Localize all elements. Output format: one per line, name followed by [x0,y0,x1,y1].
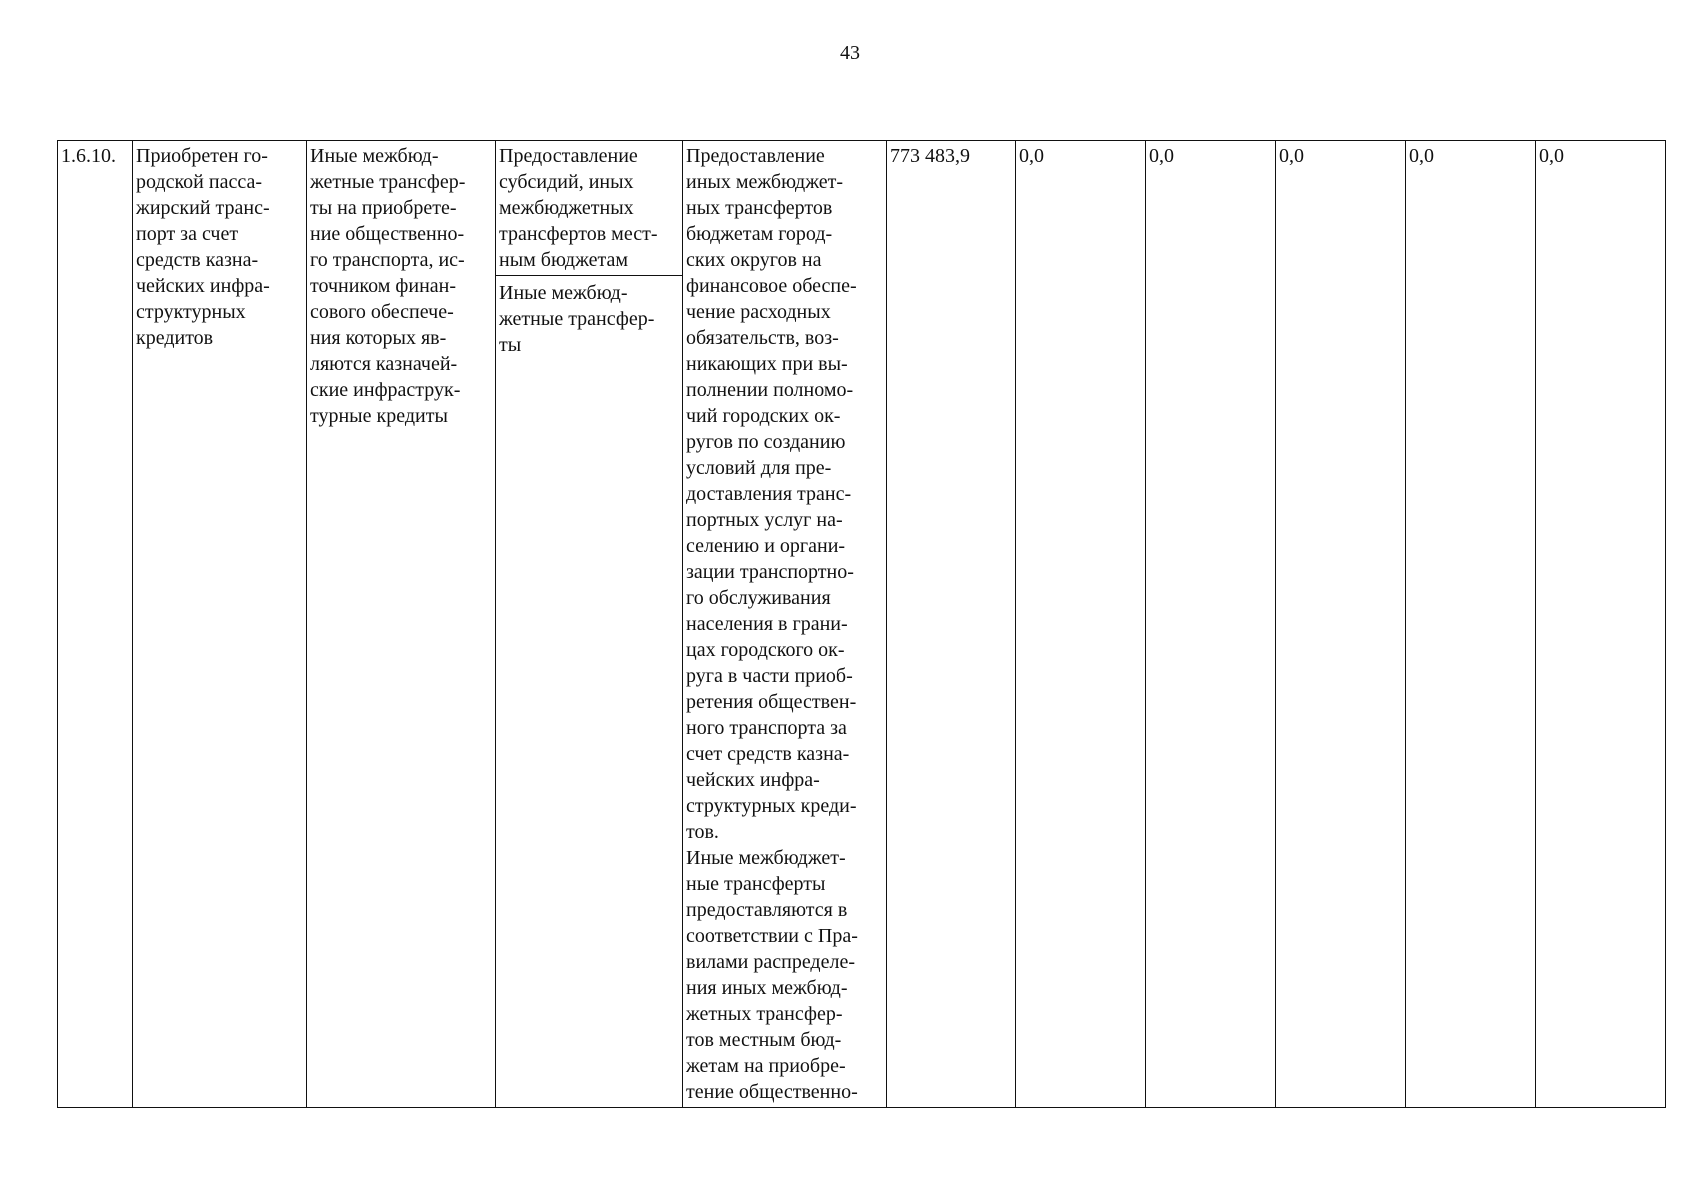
text-line: предоставляются в [686,899,848,921]
measure-text [310,143,492,429]
cell-value-3 [1146,141,1276,1108]
text-line: руга в части приоб- [686,665,853,687]
text-line: Иные межбюд- [499,282,628,304]
text-line: межбюджетных [499,197,634,219]
text-line: Предоставление [499,145,638,167]
text-line: чение расходных [686,301,831,323]
text-line: ты [499,334,522,356]
type-transfer-text [496,276,682,358]
text-line: го обслуживания [686,587,831,609]
text-line: ских округов на [686,249,822,271]
text-line: портных услуг на- [686,509,843,531]
text-line: зации транспортно- [686,561,854,583]
value-2: 0,0 [1019,145,1044,167]
text-line: жетам на приобре- [686,1055,846,1077]
cell-value-1 [887,141,1016,1108]
text-line: турные кредиты [310,405,448,427]
description-text [686,143,883,1105]
cell-measure [307,141,496,1108]
cell-code [58,141,133,1108]
text-line: чий городских ок- [686,405,841,427]
text-line: обязательств, воз- [686,327,839,349]
text-line: тов местным бюд- [686,1029,842,1051]
value-4: 0,0 [1279,145,1304,167]
cell-value-6 [1536,141,1666,1108]
text-line: Иные межбюджет- [686,847,846,869]
text-line: жирский транс- [136,197,270,219]
text-line: доставления транс- [686,483,852,505]
text-line: ного транспорта за [686,717,847,739]
text-line: ных трансфертов [686,197,833,219]
text-line: чейских инфра- [686,769,820,791]
cell-result [133,141,307,1108]
type-subsidy-text [496,143,682,276]
text-line: средств казна- [136,249,259,271]
result-text [136,143,303,351]
text-line: ние общественно- [310,223,465,245]
text-line: Приобретен го- [136,145,268,167]
text-line: трансфертов мест- [499,223,658,245]
text-line: ным бюджетам [499,249,629,271]
text-line: жетные трансфер- [310,171,466,193]
cell-value-4 [1276,141,1406,1108]
text-line: ляются казначей- [310,353,458,375]
text-line: ные трансферты [686,873,826,895]
text-line: ские инфраструк- [310,379,461,401]
text-line: счет средств казна- [686,743,850,765]
text-line: жетные трансфер- [499,308,655,330]
cell-value-5 [1406,141,1536,1108]
value-3: 0,0 [1149,145,1174,167]
text-line: населения в грани- [686,613,848,635]
text-line: субсидий, иных [499,171,634,193]
row-code: 1.6.10. [61,145,116,167]
text-line: селению и органи- [686,535,846,557]
cell-type [496,141,683,1108]
text-line: ния иных межбюд- [686,977,848,999]
text-line: го транспорта, ис- [310,249,465,271]
cell-description [683,141,887,1108]
text-line: жетных трансфер- [686,1003,843,1025]
table-row [58,141,1666,1108]
text-line: цах городского ок- [686,639,845,661]
text-line: чейских инфра- [136,275,270,297]
text-line: Предоставление [686,145,825,167]
text-line: никающих при вы- [686,353,848,375]
value-6: 0,0 [1539,145,1564,167]
text-line: ния которых яв- [310,327,447,349]
text-line: бюджетам город- [686,223,833,245]
text-line: полнении полномо- [686,379,854,401]
text-line: родской пасса- [136,171,262,193]
text-line: иных межбюджет- [686,171,844,193]
text-line: ругов по созданию [686,431,846,453]
text-line: Иные межбюд- [310,145,439,167]
text-line: ретения обществен- [686,691,857,713]
text-line: порт за счет [136,223,239,245]
text-line: вилами распределе- [686,951,856,973]
text-line: финансовое обеспе- [686,275,857,297]
text-line: условий для пре- [686,457,832,479]
text-line: ты на приобрете- [310,197,457,219]
value-1: 773 483,9 [890,145,970,167]
text-line: структурных креди- [686,795,857,817]
text-line: соответствии с Пра- [686,925,858,947]
value-5: 0,0 [1409,145,1434,167]
page-number: 43 [840,42,860,64]
text-line: сового обеспече- [310,301,454,323]
text-line: структурных [136,301,246,323]
text-line: точником финан- [310,275,457,297]
program-table [57,140,1666,1108]
cell-value-2 [1016,141,1146,1108]
text-line: кредитов [136,327,214,349]
text-line: тов. [686,821,719,843]
text-line: тение общественно- [686,1081,858,1103]
